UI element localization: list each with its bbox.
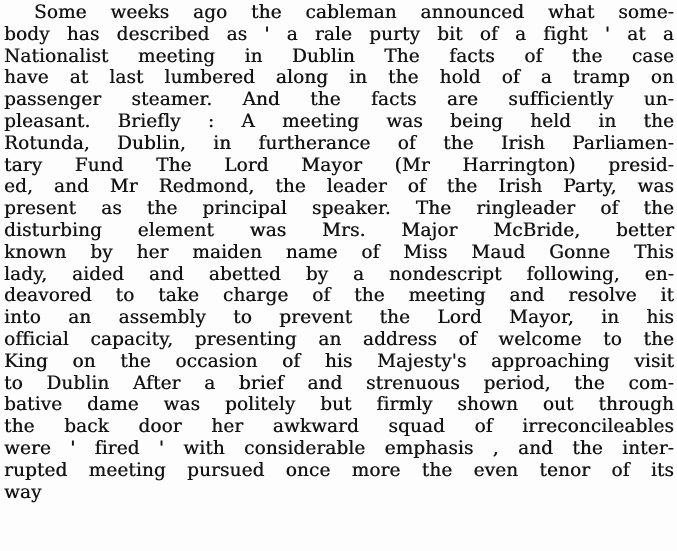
article-line: deavored to take charge of the meeting and resolve it [4,285,674,307]
article-line: Nationalist meeting in Dublin The facts of the case [4,45,674,67]
article-body [4,2,674,503]
article-line: present as the principal speaker. The ringleader of the [4,198,674,220]
article-line: into an assembly to prevent the Lord Mayor, in his [4,307,674,329]
article-line: way [4,481,42,503]
article-line: were ' fired ' with considerable emphasis , and the inter- [4,437,674,459]
article-line: ed, and Mr Redmond, the leader of the Irish Party, was [4,176,674,198]
article-line: have at last lumbered along in the hold of a tramp on [4,67,674,89]
article-line: disturbing element was Mrs. Major McBride, better [4,219,674,241]
article-line: body has described as ' a rale purty bit of a fight ' at a [4,23,674,45]
article-line: the back door her awkward squad of irreconcileables [4,416,674,438]
article-line: Some weeks ago the cableman announced what some- [34,2,674,23]
article-line: tary Fund The Lord Mayor (Mr Harrington) presid- [4,154,674,176]
article-line: King on the occasion of his Majesty's approaching visit [4,350,674,372]
article-line: lady, aided and abetted by a nondescript following, en- [4,263,674,285]
article-line: pleasant. Briefly : A meeting was being held in the [4,110,674,132]
article-line: rupted meeting pursued once more the even tenor of its [4,459,674,481]
article-line: official capacity, presenting an address of welcome to the [4,328,674,350]
article-line: Rotunda, Dublin, in furtherance of the Irish Parliamen- [4,132,674,154]
article-line: bative dame was politely but firmly shown out through [4,394,674,416]
article-line: known by her maiden name of Miss Maud Gonne This [4,241,674,263]
article-line: passenger steamer. And the facts are sufficiently un- [4,89,674,111]
article-line: to Dublin After a brief and strenuous period, the com- [4,372,674,394]
